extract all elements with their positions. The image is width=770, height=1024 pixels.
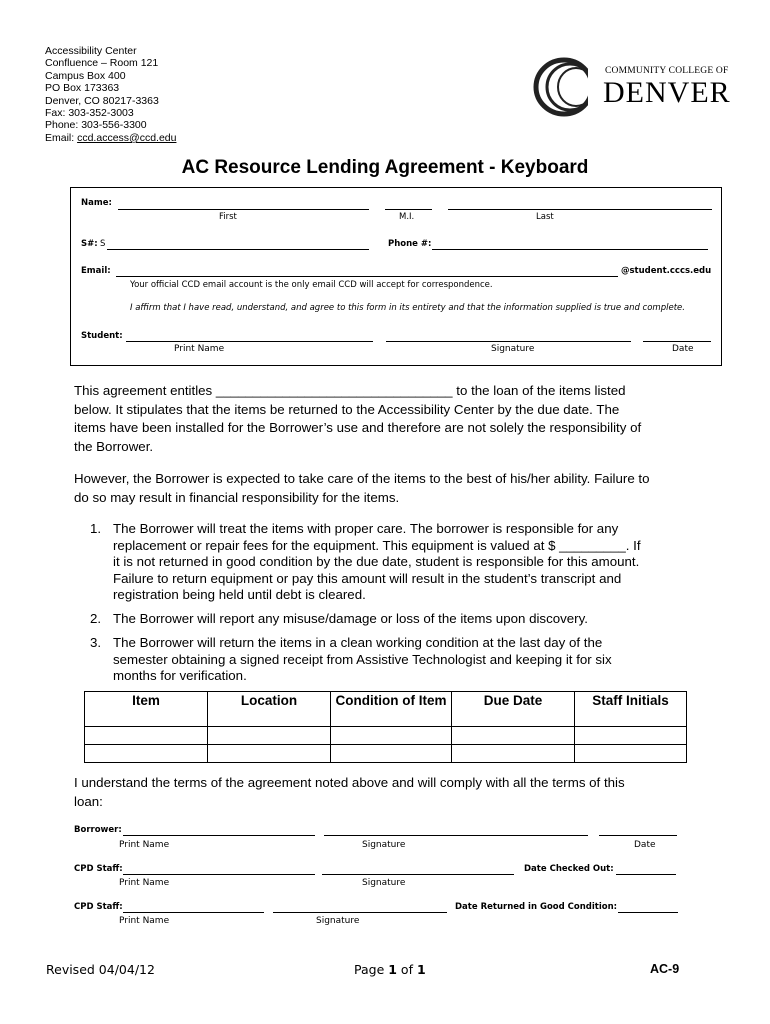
list-item: [113, 521, 703, 604]
last-caption: Last: [536, 212, 554, 222]
email-link[interactable]: ccd.access@ccd.edu: [77, 131, 177, 144]
cpd-staff-label: CPD Staff:: [74, 902, 123, 912]
print-name-caption: Print Name: [119, 916, 170, 926]
student-signature-field[interactable]: [386, 341, 631, 342]
borrower-date-field[interactable]: [599, 835, 677, 836]
email-line: [45, 132, 176, 144]
date-checked-out-label: Date Checked Out:: [524, 864, 614, 874]
print-name-caption: Print Name: [119, 840, 170, 850]
table-cell[interactable]: [575, 727, 687, 745]
page-of: of: [396, 962, 417, 977]
form-code: AC-9: [650, 962, 680, 976]
s-number-prefix: S: [100, 239, 106, 249]
logo-subtitle: COMMUNITY COLLEGE OF: [605, 66, 729, 76]
revision-date: Revised 04/04/12: [46, 962, 155, 977]
table-header-condition: Condition of Item: [331, 692, 452, 727]
page-current: 1: [388, 962, 397, 977]
first-name-field[interactable]: [118, 209, 369, 210]
p2-line: However, the Borrower is expected to take care of the items to the best of his/her ability. Failure to: [74, 471, 650, 486]
date-caption: Date: [672, 344, 694, 354]
p1-end: to the loan of the items listed: [456, 383, 626, 398]
list-line: The Borrower will report any misuse/damage or loss of the items upon discovery.: [113, 611, 588, 626]
email-field-label: Email:: [81, 266, 111, 276]
list-line: replacement or repair fees for the equipment. This equipment is valued at $ _________. If: [113, 537, 641, 553]
address-line: PO Box 173363: [45, 82, 120, 95]
student-label: Student:: [81, 331, 123, 341]
email-label: Email:: [45, 131, 78, 144]
s-number-label: S#:: [81, 239, 98, 249]
email-field[interactable]: [116, 276, 618, 277]
address-line: Fax: 303-352-3003: [45, 107, 134, 120]
list-line: months for verification.: [113, 668, 247, 683]
page-title: AC Resource Lending Agreement - Keyboard: [181, 157, 589, 178]
date-returned-label: Date Returned in Good Condition:: [455, 902, 618, 912]
list-line: registration being held until debt is cleared.: [113, 587, 366, 602]
address-line: Denver, CO 80217-3363: [45, 94, 159, 107]
mi-caption: M.I.: [399, 212, 415, 222]
address-line: Confluence – Room 121: [45, 57, 159, 70]
table-cell[interactable]: [331, 745, 452, 763]
print-name-caption: Print Name: [119, 878, 170, 888]
page-total: 1: [416, 962, 426, 977]
table-cell[interactable]: [452, 745, 575, 763]
date-checked-out-field[interactable]: [616, 874, 676, 875]
date-returned-field[interactable]: [618, 912, 678, 913]
table-cell[interactable]: [331, 727, 452, 745]
table-cell[interactable]: [208, 745, 331, 763]
borrower-name-blank[interactable]: ________________________________: [215, 383, 453, 398]
last-name-field[interactable]: [448, 209, 712, 210]
p1-start: This agreement entitles: [74, 383, 213, 398]
list-line: semester obtaining a signed receipt from Assistive Technologist and keeping it for six: [113, 651, 612, 667]
logo-title: DENVER: [603, 76, 731, 109]
phone-label: Phone #:: [388, 239, 432, 249]
table-cell[interactable]: [575, 745, 687, 763]
college-logo-icon: [530, 56, 602, 118]
table-header-item: Item: [85, 692, 208, 727]
list-number: 1.: [90, 521, 102, 536]
list-item: [113, 611, 703, 628]
signature-caption: Signature: [362, 840, 406, 850]
page-number: [354, 962, 426, 977]
table-row: [85, 745, 687, 763]
list-number: 3.: [90, 635, 102, 650]
p1-line: below. It stipulates that the items be returned to the Accessibility Center by the due date. The: [74, 401, 620, 417]
address-block: [45, 45, 176, 144]
affirm-statement: I affirm that I have read, understand, and agree to this form in its entirety and that the information supplied is true and complete.: [130, 303, 685, 313]
agreement-line: loan:: [74, 793, 103, 809]
address-line: Campus Box 400: [45, 69, 126, 82]
list-line: Failure to return equipment or pay this amount will result in the student’s transcript and: [113, 570, 622, 586]
address-line: Accessibility Center: [45, 45, 137, 57]
phone-field[interactable]: [432, 249, 708, 250]
signature-caption: Signature: [316, 916, 360, 926]
mi-field[interactable]: [385, 209, 432, 210]
email-note: Your official CCD email account is the only email CCD will accept for correspondence.: [130, 280, 493, 290]
cpd-staff-return-signature-field[interactable]: [273, 912, 447, 913]
table-header-staff-initials: Staff Initials: [575, 692, 687, 727]
student-print-name-field[interactable]: [126, 341, 373, 342]
address-line: Phone: 303-556-3300: [45, 119, 147, 132]
list-item: [113, 635, 703, 685]
p1-line: the Borrower.: [74, 438, 154, 454]
list-line: The Borrower will treat the items with proper care. The borrower is responsible for any: [113, 521, 619, 536]
items-table: [84, 691, 687, 763]
borrower-signature-field[interactable]: [324, 835, 588, 836]
date-caption: Date: [634, 840, 656, 850]
signature-caption: Signature: [491, 344, 535, 354]
s-number-field[interactable]: [107, 249, 369, 250]
list-number: 2.: [90, 611, 102, 626]
table-header-row: [85, 692, 687, 727]
list-line: it is not returned in good condition by the due date, student is responsible for this amount.: [113, 554, 640, 569]
first-caption: First: [219, 212, 237, 222]
email-suffix: @student.cccs.edu: [621, 266, 712, 276]
agreement-paragraph: [74, 382, 694, 456]
print-name-caption: Print Name: [174, 344, 225, 354]
table-cell[interactable]: [85, 745, 208, 763]
table-cell[interactable]: [85, 727, 208, 745]
student-date-field[interactable]: [643, 341, 711, 342]
cpd-staff-print-name-field[interactable]: [123, 874, 315, 875]
cpd-staff-return-print-name-field[interactable]: [123, 912, 264, 913]
table-cell[interactable]: [208, 727, 331, 745]
page-prefix: Page: [354, 962, 389, 977]
p2-line: do so may result in financial responsibility for the items.: [74, 489, 400, 505]
table-header-location: Location: [208, 692, 331, 727]
signature-caption: Signature: [362, 878, 406, 888]
borrower-label: Borrower:: [74, 825, 122, 835]
table-row: [85, 727, 687, 745]
cpd-staff-signature-field[interactable]: [322, 874, 514, 875]
agreement-line: I understand the terms of the agreement noted above and will comply with all the terms of this: [74, 775, 625, 790]
p1-line: items have been installed for the Borrower’s use and therefore are not solely the responsibility of: [74, 420, 642, 435]
name-label: Name:: [81, 198, 112, 208]
cpd-staff-label: CPD Staff:: [74, 864, 123, 874]
agreement-statement: [74, 774, 694, 811]
borrower-print-name-field[interactable]: [123, 835, 315, 836]
table-header-due-date: Due Date: [452, 692, 575, 727]
table-cell[interactable]: [452, 727, 575, 745]
responsibility-paragraph: [74, 470, 694, 507]
list-line: The Borrower will return the items in a clean working condition at the last day of the: [113, 635, 603, 650]
